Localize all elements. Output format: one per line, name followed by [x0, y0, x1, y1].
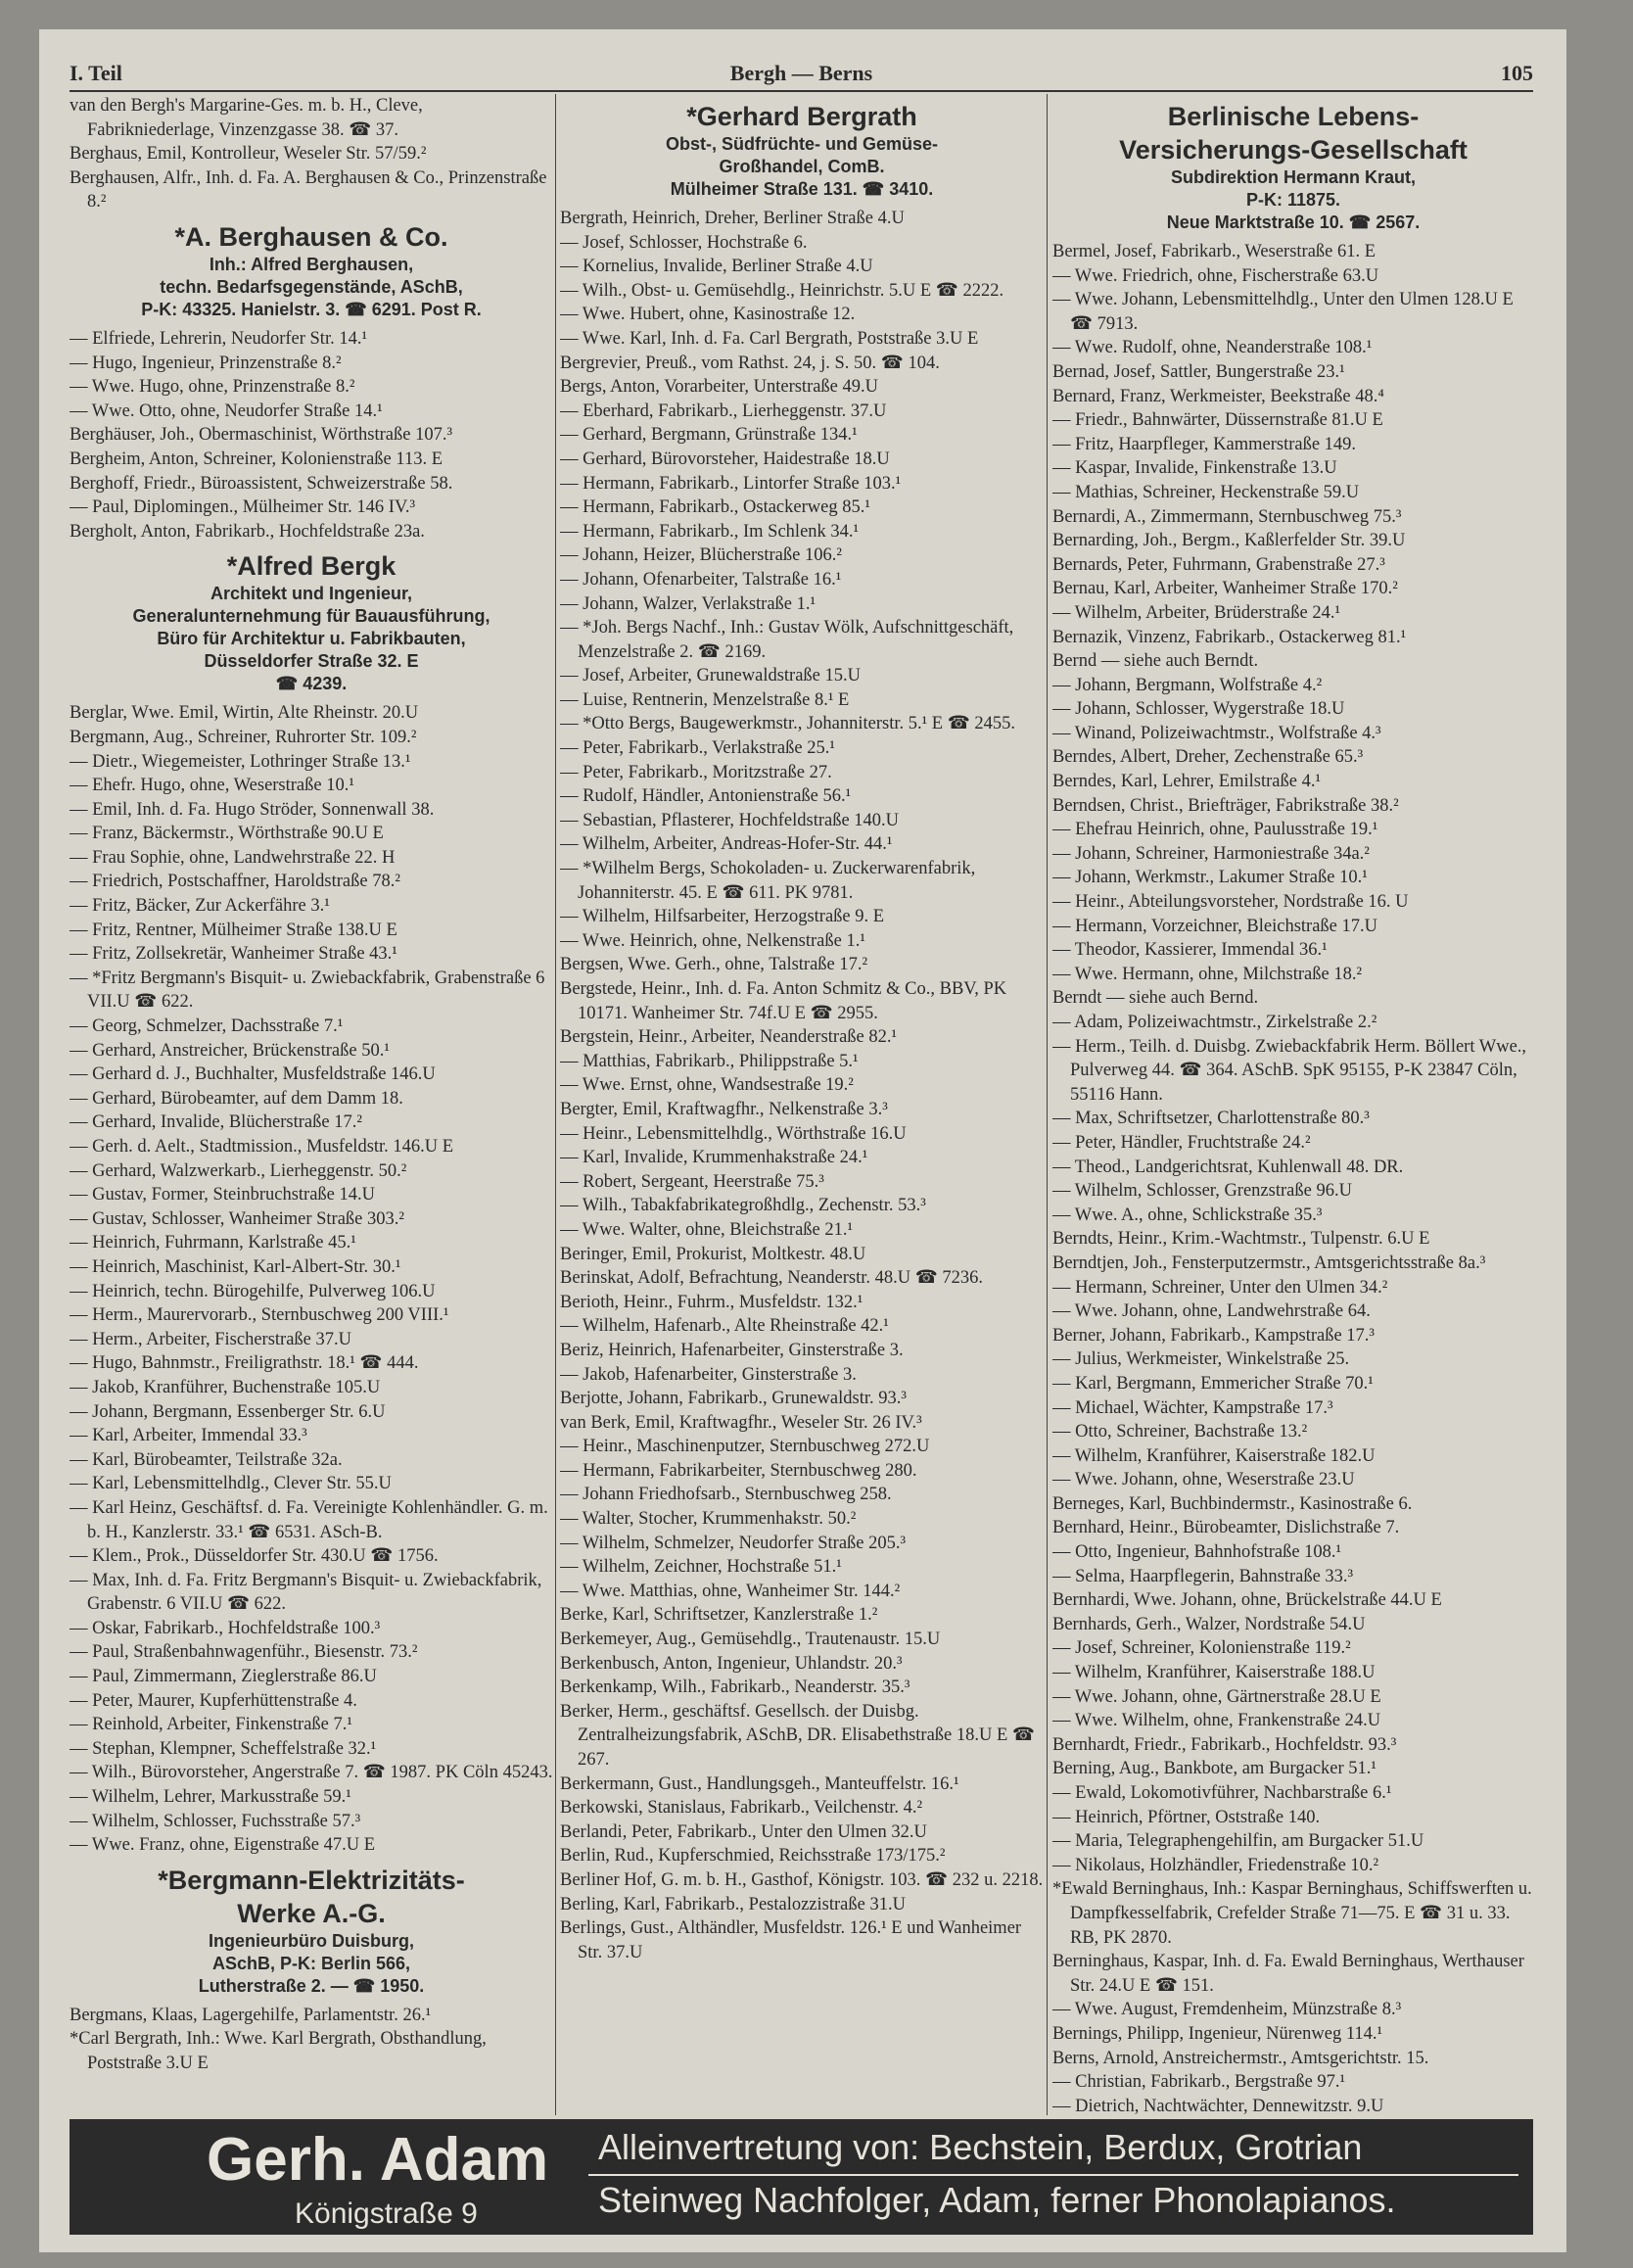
directory-entry: Bernarding, Joh., Bergm., Kaßlerfelder Str. 39.U [1052, 531, 1406, 551]
directory-entry: — Johann, Bergmann, Essenberger Str. 6.U [70, 1401, 386, 1422]
directory-entry: — Wwe. August, Fremdenheim, Münzstraße 8.³ [1052, 2000, 1402, 2020]
directory-entry: — Julius, Werkmeister, Winkelstraße 25. [1052, 1349, 1350, 1370]
directory-entry: — Wwe. Friedrich, ohne, Fischerstraße 63.U [1052, 265, 1379, 286]
advertisement-block [70, 1864, 553, 1998]
directory-entry: Bergmans, Klaas, Lagergehilfe, Parlamentstr. 26.¹ [70, 2005, 432, 2025]
directory-entry: — Jakob, Kranführer, Buchenstraße 105.U [70, 1377, 381, 1397]
directory-entry: — Peter, Fabrikarb., Verlakstraße 25.¹ [560, 738, 835, 759]
directory-entry: van den Bergh's Margarine-Ges. m. b. H., Cleve, Fabrikniederlage, Vinzenzgasse 38. ☎ 37. [70, 96, 423, 140]
directory-entry: Berkermann, Gust., Handlungsgeh., Manteuffelstr. 16.¹ [560, 1773, 959, 1794]
banner-line-2: Steinweg Nachfolger, Adam, ferner Phonolapianos. [598, 2180, 1396, 2220]
ad-title: *Alfred Bergk [226, 551, 397, 582]
directory-entry: Berneges, Karl, Buchbindermstr., Kasinostraße 6. [1052, 1493, 1413, 1514]
directory-entry: Bernhard, Heinr., Bürobeamter, Dislichstraße 7. [1052, 1518, 1400, 1538]
ad-line: Subdirektion Hermann Kraut, [1170, 167, 1417, 187]
ad-line: Architekt und Ingenieur, [210, 584, 413, 604]
directory-entry: — Gerhard, Bürovorsteher, Haidestraße 18.U [560, 449, 890, 469]
ad-title: Werke A.-G. [237, 1898, 386, 1928]
directory-entry: — Wilhelm, Arbeiter, Brüderstraße 24.¹ [1052, 602, 1340, 623]
ad-title: Versicherungs-Gesellschaft [1119, 135, 1468, 165]
part-label: I. Teil [70, 61, 122, 85]
directory-entry: — Maria, Telegraphengehilfin, am Burgacker 51.U [1052, 1831, 1424, 1852]
column-1 [70, 94, 553, 2115]
directory-entry: — Wilhelm, Kranführer, Kaiserstraße 182.U [1052, 1445, 1376, 1466]
directory-entry: — Heinr., Abteilungsvorsteher, Nordstraße 16. U [1052, 892, 1409, 913]
directory-entry: — Hermann, Vorzeichner, Bleichstraße 17.U [1052, 916, 1377, 936]
advertisement-block [70, 220, 553, 321]
directory-entry: — Karl, Lebensmittelhdlg., Clever Str. 55.U [70, 1474, 392, 1494]
directory-entry: — Gerhard, Anstreicher, Brückenstraße 50.¹ [70, 1040, 390, 1061]
directory-entry: — Winand, Polizeiwachtmstr., Wolfstraße 4.³ [1052, 723, 1381, 743]
directory-entry: Bernards, Peter, Fuhrmann, Grabenstraße 27.³ [1052, 554, 1385, 575]
advertiser-address: Königstraße 9 [295, 2197, 478, 2230]
directory-entry: — Klem., Prok., Düsseldorfer Str. 430.U ☎ 1756. [70, 1546, 439, 1567]
directory-entry: — Wwe. A., ohne, Schlickstraße 35.³ [1052, 1205, 1323, 1225]
directory-entry: — Wwe. Matthias, ohne, Wanheimer Str. 144.² [560, 1581, 901, 1601]
directory-entry: — *Otto Bergs, Baugewerkmstr., Johanniterstr. 5.¹ E ☎ 2455. [560, 714, 1016, 734]
directory-entry: Bergstein, Heinr., Arbeiter, Neanderstraße 82.¹ [560, 1027, 898, 1048]
directory-entry: — Reinhold, Arbeiter, Finkenstraße 7.¹ [70, 1715, 352, 1735]
directory-entry: Berning, Aug., Bankbote, am Burgacker 51.¹ [1052, 1759, 1376, 1779]
directory-entry: Bermel, Josef, Fabrikarb., Weserstraße 61. E [1052, 242, 1376, 261]
directory-entry: — Wwe. Johann, ohne, Weserstraße 23.U [1052, 1470, 1355, 1490]
directory-entry: — Heinrich, techn. Bürogehilfe, Pulverweg 106.U [70, 1281, 436, 1301]
directory-entry: — Fritz, Haarpfleger, Kammerstraße 149. [1052, 434, 1357, 454]
directory-entry: — Wilh., Obst- u. Gemüsehdlg., Heinrichstr. 5.U E ☎ 2222. [560, 280, 1004, 301]
directory-entry: Berlandi, Peter, Fabrikarb., Unter den Ulmen 32.U [560, 1821, 927, 1842]
directory-entry: — Wwe. Ernst, ohne, Wandsestraße 19.² [560, 1075, 854, 1096]
directory-entry: — Johann, Werkmstr., Lakumer Straße 10.¹ [1052, 868, 1368, 888]
directory-entry: — Gerhard, Bergmann, Grünstraße 134.¹ [560, 425, 858, 446]
directory-entry: — Wwe. Rudolf, ohne, Neanderstraße 108.¹ [1052, 338, 1373, 358]
directory-entry: — Heinrich, Pförtner, Oststraße 140. [1052, 1807, 1321, 1827]
directory-entry: Berghoff, Friedr., Büroassistent, Schweizerstraße 58. [70, 473, 453, 494]
directory-entry: Bergheim, Anton, Schreiner, Kolonienstraße 113. E [70, 449, 443, 469]
directory-entry: Bergstede, Heinr., Inh. d. Fa. Anton Schmitz & Co., BBV, PK 10171. Wanheimer Str. 74f.U E ☎ 2955. [560, 979, 1007, 1023]
ad-line: Büro für Architektur u. Fabrikbauten, [157, 629, 466, 649]
directory-entry: — Max, Inh. d. Fa. Fritz Bergmann's Bisquit- u. Zwiebackfabrik, Grabenstr. 6 VII.U ☎ 622. [70, 1570, 542, 1615]
directory-entry: Berndt — siehe auch Bernd. [1052, 988, 1259, 1009]
directory-entry: Bergrevier, Preuß., vom Rathst. 24, j. S. 50. ☎ 104. [560, 353, 940, 373]
directory-entry: — Wwe. Hermann, ohne, Milchstraße 18.² [1052, 964, 1363, 984]
directory-entry: — Ehefrau Heinrich, ohne, Paulusstraße 19.¹ [1052, 820, 1378, 840]
directory-entry: — Paul, Zimmermann, Zieglerstraße 86.U [70, 1667, 377, 1687]
banner-line-1: Alleinvertretung von: Bechstein, Berdux, Grotrian [598, 2127, 1363, 2167]
directory-entry: Berkenkamp, Wilh., Fabrikarb., Neanderstr. 35.³ [560, 1677, 910, 1698]
directory-entry: Berndsen, Christ., Briefträger, Fabrikstraße 38.² [1052, 795, 1399, 816]
directory-entry: — Johann Friedhofsarb., Sternbuschweg 258. [560, 1485, 892, 1505]
directory-entry: Beriz, Heinrich, Hafenarbeiter, Ginsterstraße 3. [560, 1340, 904, 1360]
directory-entry: — Jakob, Hafenarbeiter, Ginsterstraße 3. [560, 1364, 857, 1385]
directory-entry: — Wwe. Hubert, ohne, Kasinostraße 12. [560, 305, 856, 325]
directory-entry: — Peter, Händler, Fruchtstraße 24.² [1052, 1132, 1311, 1153]
directory-entry: — Johann, Schlosser, Wygerstraße 18.U [1052, 699, 1345, 720]
directory-entry: — Sebastian, Pflasterer, Hochfeldstraße 140.U [560, 810, 900, 830]
directory-entry: — Walter, Stocher, Krummenhakstr. 50.² [560, 1509, 857, 1530]
directory-entry: — Ehefr. Hugo, ohne, Weserstraße 10.¹ [70, 776, 354, 796]
directory-entry: — Karl, Bergmann, Emmericher Straße 70.¹ [1052, 1373, 1374, 1394]
directory-entry: Berninghaus, Kaspar, Inh. d. Fa. Ewald Berninghaus, Werthauser Str. 24.U E ☎ 151. [1052, 1952, 1524, 1996]
ad-line: P-K: 43325. Hanielstr. 3. ☎ 6291. Post R. [141, 299, 482, 319]
directory-entry: — Hermann, Fabrikarb., Lintorfer Straße 103.¹ [560, 473, 902, 494]
directory-entry: — Wilh., Tabakfabrikategroßhdlg., Zechenstr. 53.³ [560, 1196, 926, 1216]
directory-entry: Bernhardt, Friedr., Fabrikarb., Hochfeldstr. 93.³ [1052, 1734, 1397, 1755]
directory-entry: — Herm., Arbeiter, Fischerstraße 37.U [70, 1329, 351, 1349]
directory-entry: — Friedr., Bahnwärter, Düssernstraße 81.U E [1052, 410, 1383, 431]
directory-entry: — Mathias, Schreiner, Heckenstraße 59.U [1052, 482, 1360, 502]
directory-entry: — Wwe. Johann, Lebensmittelhdlg., Unter den Ulmen 128.U E ☎ 7913. [1052, 290, 1514, 334]
column-2 [560, 94, 1044, 2115]
advertiser-name: Gerh. Adam [207, 2126, 549, 2194]
directory-entry: — Hermann, Schreiner, Unter den Ulmen 34.² [1052, 1277, 1388, 1298]
directory-entry: — Herm., Maurervorarb., Sternbuschweg 200 VIII.¹ [70, 1305, 449, 1326]
directory-entry: — Wwe. Franz, ohne, Eigenstraße 47.U E [70, 1835, 376, 1856]
directory-entry: — Georg, Schmelzer, Dachsstraße 7.¹ [70, 1016, 344, 1037]
directory-entry: — Wilhelm, Lehrer, Markusstraße 59.¹ [70, 1787, 351, 1808]
directory-entry: — Karl, Arbeiter, Immendal 33.³ [70, 1426, 307, 1446]
directory-entry: — Gustav, Schlosser, Wanheimer Straße 303.² [70, 1208, 404, 1229]
directory-entry: — Dietrich, Nachtwächter, Dennewitzstr. 9.U [1052, 2096, 1384, 2115]
directory-entry: Berner, Johann, Fabrikarb., Kampstraße 17.³ [1052, 1325, 1375, 1346]
directory-entry: — Elfriede, Lehrerin, Neudorfer Str. 14.¹ [70, 328, 368, 349]
directory-entry: — Wilhelm, Schlosser, Grenzstraße 96.U [1052, 1181, 1352, 1202]
directory-entry: — Wwe. Walter, ohne, Bleichstraße 21.¹ [560, 1219, 854, 1240]
directory-entry: — Fritz, Rentner, Mülheimer Straße 138.U E [70, 920, 397, 940]
directory-entry: Bergmann, Aug., Schreiner, Ruhrorter Str. 109.² [70, 727, 417, 747]
ad-line: P-K: 11875. [1245, 190, 1341, 210]
directory-entry: Berghausen, Alfr., Inh. d. Fa. A. Berghausen & Co., Prinzenstraße 8.² [70, 167, 547, 213]
directory-entry: — Adam, Polizeiwachtmstr., Zirkelstraße 2.² [1052, 1013, 1377, 1032]
directory-entry: — Wilhelm, Hilfsarbeiter, Herzogstraße 9. E [560, 907, 885, 927]
directory-entry: — Peter, Maurer, Kupferhüttenstraße 4. [70, 1690, 357, 1711]
directory-entry: Bernhards, Gerh., Walzer, Nordstraße 54.U [1052, 1614, 1366, 1634]
column-3 [1052, 94, 1534, 2115]
directory-entry: — Johann, Bergmann, Wolfstraße 4.² [1052, 675, 1323, 695]
directory-entry: — Luise, Rentnerin, Menzelstraße 8.¹ E [560, 689, 850, 710]
directory-entry: — Josef, Arbeiter, Grunewaldstraße 15.U [560, 666, 861, 686]
directory-entry: Berghaus, Emil, Kontrolleur, Weseler Str. 57/59.² [70, 144, 427, 165]
directory-entry: Berling, Karl, Fabrikarb., Pestalozzistraße 31.U [560, 1894, 906, 1914]
directory-entry: Berliner Hof, G. m. b. H., Gasthof, Königstr. 103. ☎ 232 u. 2218. [560, 1869, 1044, 1890]
ad-line: Generalunternehmung für Bauausführung, [132, 606, 490, 627]
directory-entry: Bernard, Franz, Werkmeister, Beekstraße 48.⁴ [1052, 386, 1384, 406]
directory-entry: — Oskar, Fabrikarb., Hochfeldstraße 100.³ [70, 1618, 381, 1638]
directory-entry: — *Wilhelm Bergs, Schokoladen- u. Zuckerwarenfabrik, Johanniterstr. 45. E ☎ 611. PK 9781. [560, 859, 976, 903]
directory-entry: Bernau, Karl, Arbeiter, Wanheimer Straße 170.² [1052, 579, 1398, 599]
directory-entry: Beringer, Emil, Prokurist, Moltkestr. 48.U [560, 1244, 866, 1264]
ad-line: techn. Bedarfsgegenstände, ASchB, [160, 276, 463, 297]
directory-entry: — Wwe. Johann, ohne, Landwehrstraße 64. [1052, 1301, 1371, 1322]
directory-entry: — Gerhard, Walzwerkarb., Lierheggenstr. 50.² [70, 1160, 407, 1181]
directory-entry: — Max, Schriftsetzer, Charlottenstraße 80.³ [1052, 1109, 1370, 1129]
directory-entry: — Frau Sophie, ohne, Landwehrstraße 22. H [70, 847, 396, 868]
directory-entry: Berjotte, Johann, Fabrikarb., Grunewaldstr. 93.³ [560, 1389, 907, 1409]
directory-entry: Berndes, Albert, Dreher, Zechenstraße 65.³ [1052, 747, 1364, 768]
directory-entry: — Gerhard, Invalide, Blücherstraße 17.² [70, 1112, 362, 1133]
directory-entry: — Christian, Fabrikarb., Bergstraße 97.¹ [1052, 2072, 1346, 2093]
directory-entry: — Selma, Haarpflegerin, Bahnstraße 33.³ [1052, 1566, 1354, 1586]
directory-entry: — Peter, Fabrikarb., Moritzstraße 27. [560, 762, 832, 782]
directory-entry: — Wilhelm, Schmelzer, Neudorfer Straße 205.³ [560, 1533, 907, 1553]
directory-entry: — Heinr., Lebensmittelhdlg., Wörthstraße 16.U [560, 1123, 907, 1144]
directory-entry: Bergsen, Wwe. Gerh., ohne, Talstraße 17.² [560, 955, 868, 975]
ad-line: ASchB, P-K: Berlin 566, [211, 1953, 411, 1973]
directory-entry: — Johann, Ofenarbeiter, Talstraße 16.¹ [560, 569, 842, 590]
ad-line: Großhandel, ComB. [719, 157, 885, 176]
column-divider [555, 94, 556, 2115]
directory-entry: Berghäuser, Joh., Obermaschinist, Wörthstraße 107.³ [70, 425, 453, 446]
ad-title: Berlinische Lebens- [1167, 102, 1420, 131]
directory-entry: Berke, Karl, Schriftsetzer, Kanzlerstraße 1.² [560, 1605, 878, 1626]
directory-entry: Bernad, Josef, Sattler, Bungerstraße 23.¹ [1052, 361, 1345, 382]
directory-entry: — Hermann, Fabrikarbeiter, Sternbuschweg 280. [560, 1460, 917, 1481]
directory-entry: — Josef, Schreiner, Kolonienstraße 119.² [1052, 1638, 1351, 1659]
directory-entry: Bergholt, Anton, Fabrikarb., Hochfeldstraße 23a. [70, 521, 425, 542]
directory-entry: Bergrath, Heinrich, Dreher, Berliner Straße 4.U [560, 209, 905, 228]
directory-entry: — Robert, Sergeant, Heerstraße 75.³ [560, 1171, 824, 1192]
directory-entry: — Rudolf, Händler, Antonienstraße 56.¹ [560, 786, 852, 807]
directory-entry: — Stephan, Klempner, Scheffelstraße 32.¹ [70, 1738, 377, 1759]
directory-entry: — Hugo, Ingenieur, Prinzenstraße 8.² [70, 353, 342, 373]
directory-entry: Bernardi, A., Zimmermann, Sternbuschweg 75.³ [1052, 506, 1402, 527]
directory-entry: — Heinrich, Maschinist, Karl-Albert-Str. 30.¹ [70, 1256, 401, 1277]
page-header [70, 61, 1533, 90]
directory-entry: — *Joh. Bergs Nachf., Inh.: Gustav Wölk, Aufschnittgeschäft, Menzelstraße 2. ☎ 2169. [560, 618, 1014, 662]
directory-entry: Berlin, Rud., Kupferschmied, Reichsstraße 173/175.² [560, 1846, 946, 1866]
directory-entry: — Hermann, Fabrikarb., Ostackerweg 85.¹ [560, 497, 870, 518]
directory-entry: — Wwe. Wilhelm, ohne, Frankenstraße 24.U [1052, 1711, 1381, 1731]
advertisement-block [560, 100, 1044, 201]
directory-entry: — Wilhelm, Zeichner, Hochstraße 51.¹ [560, 1557, 842, 1578]
directory-entry: Bergter, Emil, Kraftwagfhr., Nelkenstraße 3.³ [560, 1099, 888, 1119]
directory-entry: — Eberhard, Fabrikarb., Lierheggenstr. 37.U [560, 401, 887, 421]
directory-entry: — Gustav, Former, Steinbruchstraße 14.U [70, 1185, 375, 1205]
ad-title: *Gerhard Bergrath [686, 102, 917, 131]
directory-entry: — *Fritz Bergmann's Bisquit- u. Zwiebackfabrik, Grabenstraße 6 VII.U ☎ 622. [70, 968, 545, 1013]
header-rule [70, 90, 1533, 92]
directory-entry: — Wilhelm, Hafenarb., Alte Rheinstraße 42.¹ [560, 1316, 889, 1337]
directory-entry: van Berk, Emil, Kraftwagfhr., Weseler Str. 26 IV.³ [560, 1412, 922, 1433]
advertisement-banner [70, 2119, 1533, 2235]
directory-entry: — Wwe. Otto, ohne, Neudorfer Straße 14.¹ [70, 401, 383, 421]
directory-entry: Berndes, Karl, Lehrer, Emilstraße 4.¹ [1052, 772, 1321, 792]
directory-entry: — Otto, Ingenieur, Bahnhofstraße 108.¹ [1052, 1542, 1342, 1563]
ad-title: *Bergmann-Elektrizitäts- [158, 1865, 465, 1895]
directory-entry: — Johann, Heizer, Blücherstraße 106.² [560, 545, 842, 566]
ad-line: Obst-, Südfrüchte- und Gemüse- [665, 134, 938, 154]
directory-entry: — Michael, Wächter, Kampstraße 17.³ [1052, 1397, 1333, 1418]
directory-entry: — Franz, Bäckermstr., Wörthstraße 90.U E [70, 824, 384, 844]
directory-entry: — Karl, Bürobeamter, Teilstraße 32a. [70, 1449, 343, 1470]
banner-divider [588, 2174, 1518, 2176]
directory-entry: — Dietr., Wiegemeister, Lothringer Straße 13.¹ [70, 751, 411, 772]
directory-entry: Bernings, Philipp, Ingenieur, Nürenweg 114.¹ [1052, 2023, 1383, 2044]
directory-entry: — Otto, Schreiner, Bachstraße 13.² [1052, 1422, 1308, 1442]
directory-entry: Berkowski, Stanislaus, Fabrikarb., Veilchenstr. 4.² [560, 1798, 923, 1819]
directory-entry: — Paul, Diplomingen., Mülheimer Str. 146 IV.³ [70, 497, 416, 518]
directory-entry: Bernazik, Vinzenz, Fabrikarb., Ostackerweg 81.¹ [1052, 627, 1407, 647]
directory-entry: — Wilhelm, Schlosser, Fuchsstraße 57.³ [70, 1811, 361, 1831]
directory-entry: Bernd — siehe auch Berndt. [1052, 651, 1259, 672]
directory-entry: — Gerhard d. J., Buchhalter, Musfeldstraße 146.U [70, 1064, 436, 1085]
directory-entry: — Ewald, Lokomotivführer, Nachbarstraße 6.¹ [1052, 1783, 1392, 1803]
directory-entry: — Paul, Straßenbahnwagenführ., Biesenstr. 73.² [70, 1642, 418, 1663]
directory-entry: Berker, Herm., geschäftsf. Gesellsch. der Duisbg. Zentralheizungsfabrik, ASchB, DR. Elisabethstraße 18.U E ☎ 267. [560, 1701, 1035, 1770]
directory-entry: — Fritz, Zollsekretär, Wanheimer Straße 43.¹ [70, 944, 397, 965]
directory-entry: — Gerhard, Bürobeamter, auf dem Damm 18. [70, 1088, 403, 1109]
directory-entry: — Matthias, Fabrikarb., Philippstraße 5.¹ [560, 1051, 859, 1071]
directory-entry: — Hugo, Bahnmstr., Freiligrathstr. 18.¹ ☎ 444. [70, 1353, 419, 1374]
directory-entry: — Kaspar, Invalide, Finkenstraße 13.U [1052, 458, 1337, 479]
directory-entry: — Wwe. Heinrich, ohne, Nelkenstraße 1.¹ [560, 930, 865, 951]
directory-entry: Berlings, Gust., Althändler, Musfeldstr. 126.¹ E und Wanheimer Str. 37.U [560, 1918, 1022, 1962]
directory-entry: — Johann, Walzer, Verlakstraße 1.¹ [560, 593, 816, 614]
directory-entry: — Hermann, Fabrikarb., Im Schlenk 34.¹ [560, 521, 860, 542]
ad-line: Ingenieurbüro Duisburg, [209, 1930, 414, 1951]
directory-entry: Berkenbusch, Anton, Ingenieur, Uhlandstr. 20.³ [560, 1653, 903, 1674]
ad-line: ☎ 4239. [275, 674, 348, 694]
ad-title: *A. Berghausen & Co. [174, 221, 448, 252]
ad-line: Lutherstraße 2. — ☎ 1950. [198, 1975, 425, 1996]
directory-entry: — Kornelius, Invalide, Berliner Straße 4.U [560, 257, 873, 277]
directory-entry: Bergs, Anton, Vorarbeiter, Unterstraße 49.U [560, 377, 879, 398]
name-range: Bergh — Berns [729, 61, 873, 85]
ad-line: Mülheimer Straße 131. ☎ 3410. [670, 179, 934, 199]
ad-line: Düsseldorfer Straße 32. E [204, 651, 419, 672]
directory-entry: Berioth, Heinr., Fuhrm., Musfeldstr. 132.¹ [560, 1292, 863, 1312]
directory-entry: — Wilhelm, Kranführer, Kaiserstraße 188.U [1052, 1663, 1376, 1683]
directory-entry: — Johann, Schreiner, Harmoniestraße 34a.² [1052, 843, 1370, 864]
advertisement-block [1052, 100, 1534, 234]
directory-entry: — Josef, Schlosser, Hochstraße 6. [560, 232, 808, 253]
directory-entry: — Wilh., Bürovorsteher, Angerstraße 7. ☎ 1987. PK Cöln 45243. [70, 1763, 553, 1783]
directory-entry: — Gerh. d. Aelt., Stadtmission., Musfeldstr. 146.U E [70, 1137, 454, 1157]
directory-entry: Berkemeyer, Aug., Gemüsehdlg., Trautenaustr. 15.U [560, 1630, 941, 1650]
directory-entry: — Wwe. Johann, ohne, Gärtnerstraße 28.U E [1052, 1686, 1381, 1707]
directory-entry: — Karl, Invalide, Krummenhakstraße 24.¹ [560, 1148, 868, 1168]
directory-entry: — Emil, Inh. d. Fa. Hugo Ströder, Sonnenwall 38. [70, 799, 435, 820]
column-divider [1047, 94, 1048, 2115]
page-number: 105 [1501, 61, 1533, 85]
directory-entry: Bernhardi, Wwe. Johann, ohne, Brückelstraße 44.U E [1052, 1590, 1442, 1611]
directory-entry: *Carl Bergrath, Inh.: Wwe. Karl Bergrath, Obsthandlung, Poststraße 3.U E [70, 2029, 487, 2073]
directory-entry: Berglar, Wwe. Emil, Wirtin, Alte Rheinstr. 20.U [70, 703, 419, 724]
directory-entry: Berndtjen, Joh., Fensterputzermstr., Amtsgerichtsstraße 8a.³ [1052, 1252, 1486, 1273]
directory-entry: *Ewald Berninghaus, Inh.: Kaspar Berninghaus, Schiffswerften u. Dampfkesselfabrik, Crefelder Straße 71—75. E ☎ 31 u. 33. RB, PK 2870. [1052, 1879, 1532, 1948]
directory-entry: — Karl Heinz, Geschäftsf. d. Fa. Vereinigte Kohlenhändler. G. m. b. H., Kanzlerstr. 33.¹ ☎ 6531. ASch-B. [70, 1497, 548, 1542]
directory-entry: Berinskat, Adolf, Befrachtung, Neanderstr. 48.U ☎ 7236. [560, 1268, 984, 1289]
directory-entry: — Fritz, Bäcker, Zur Ackerfähre 3.¹ [70, 896, 330, 917]
directory-entry: Berns, Arnold, Anstreichermstr., Amtsgerichtstr. 15. [1052, 2048, 1429, 2068]
advertisement-block [70, 549, 553, 695]
directory-entry: Berndts, Heinr., Krim.-Wachtmstr., Tulpenstr. 6.U E [1052, 1229, 1430, 1250]
ad-line: Inh.: Alfred Berghausen, [209, 254, 414, 274]
directory-entry: — Herm., Teilh. d. Duisbg. Zwiebackfabrik Herm. Böllert Wwe., Pulverweg 44. ☎ 364. ASchB. SpK 95155, P-K 23847 Cöln, 55116 Hann. [1052, 1036, 1527, 1105]
directory-entry: — Theodor, Kassierer, Immendal 36.¹ [1052, 940, 1328, 961]
directory-entry: — Heinr., Maschinenputzer, Sternbuschweg 272.U [560, 1437, 930, 1457]
directory-entry: — Heinrich, Fuhrmann, Karlstraße 45.¹ [70, 1233, 356, 1253]
directory-entry: — Friedrich, Postschaffner, Haroldstraße 78.² [70, 872, 400, 892]
directory-entry: — Wwe. Hugo, ohne, Prinzenstraße 8.² [70, 377, 355, 398]
directory-entry: — Wwe. Karl, Inh. d. Fa. Carl Bergrath, Poststraße 3.U E [560, 328, 979, 349]
directory-entry: — Nikolaus, Holzhändler, Friedenstraße 10.² [1052, 1855, 1379, 1875]
directory-entry: — Wilhelm, Arbeiter, Andreas-Hofer-Str. 44.¹ [560, 834, 893, 855]
directory-entry: — Theod., Landgerichtsrat, Kuhlenwall 48. DR. [1052, 1157, 1404, 1177]
ad-line: Neue Marktstraße 10. ☎ 2567. [1166, 213, 1421, 232]
